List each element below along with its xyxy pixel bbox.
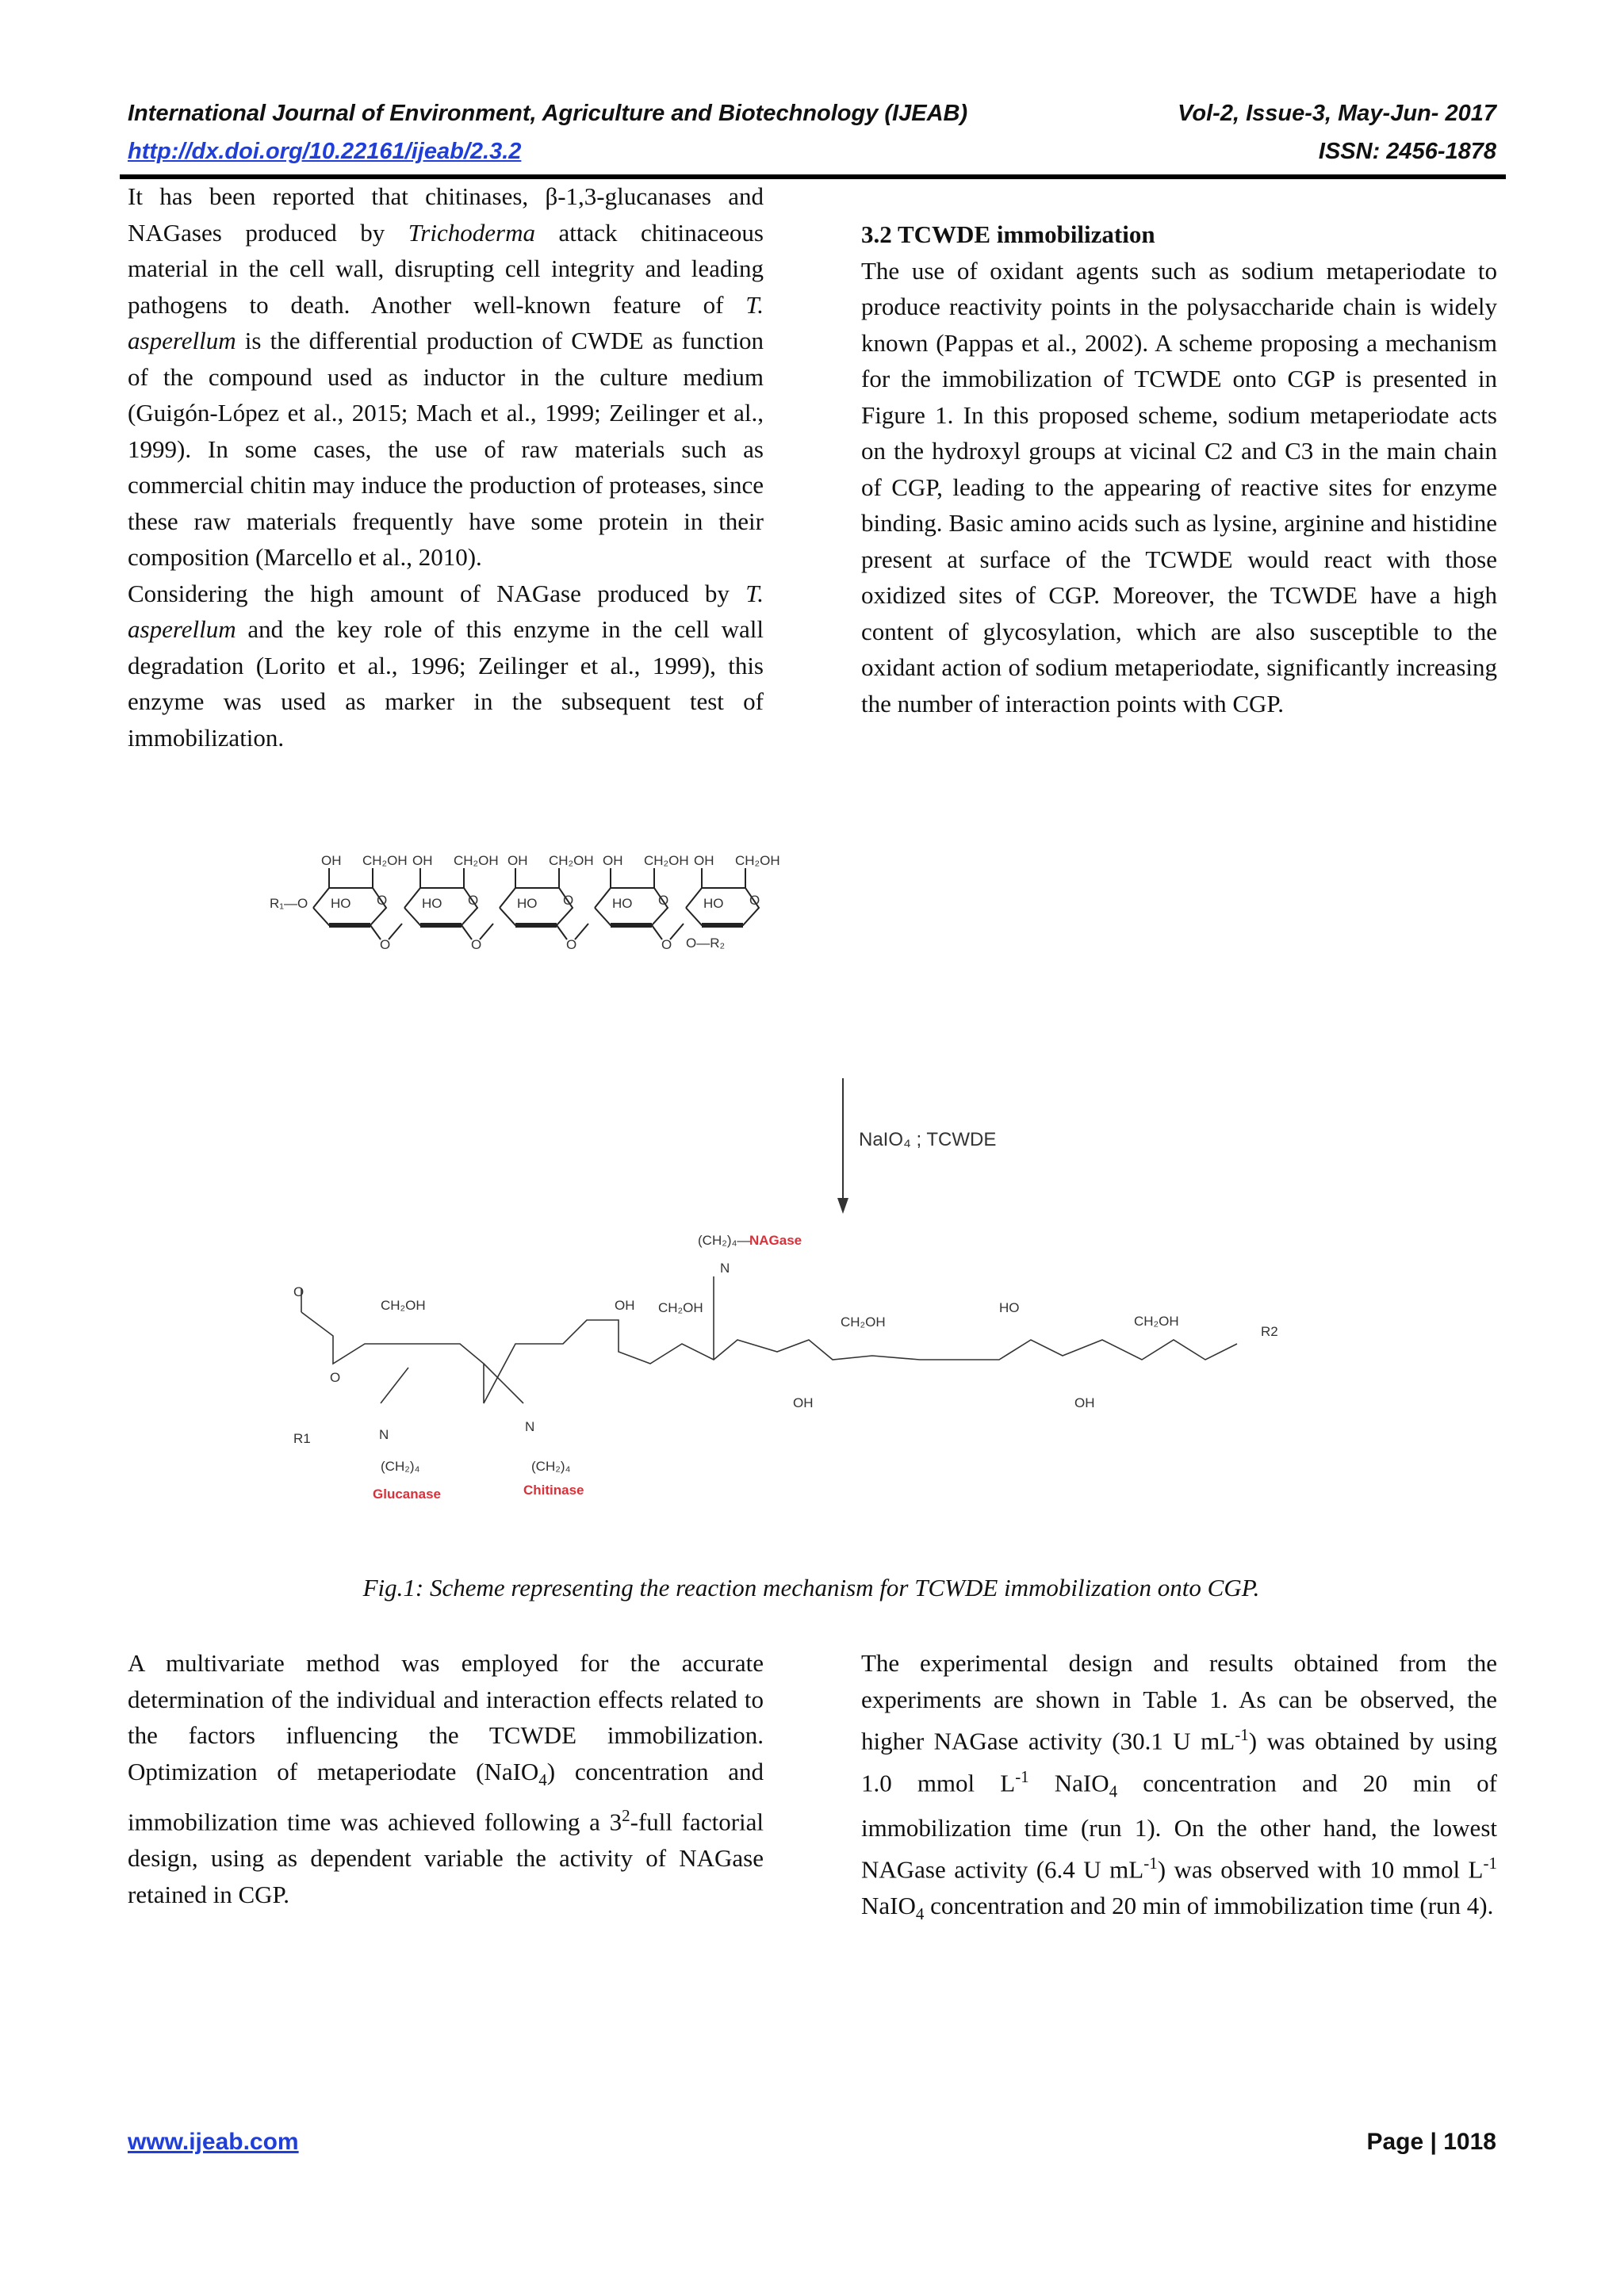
oh-label: OH: [603, 853, 623, 868]
ring-oxygen-label: O: [377, 893, 388, 908]
glycosidic-oxygen-label: O: [380, 937, 391, 952]
glycosidic-oxygen-label: O: [566, 937, 577, 952]
ho-label: HO: [422, 896, 442, 911]
imine-nitrogen-label: N: [379, 1427, 389, 1442]
oh-label: OH: [321, 853, 342, 868]
methylene-linker-label: (CH₂)₄: [531, 1459, 571, 1474]
left-column-bottom: [128, 1645, 764, 1912]
ho-label: HO: [517, 896, 538, 911]
r1-group-label: R1: [293, 1431, 311, 1446]
imine-nitrogen-label: N: [525, 1419, 535, 1434]
ch2oh-label: CH₂OH: [1134, 1314, 1179, 1329]
ch2oh-label: CH₂OH: [644, 853, 689, 868]
page-number: Page | 1018: [1366, 2129, 1496, 2155]
ho-label: HO: [703, 896, 724, 911]
imine-bond: [484, 1364, 523, 1403]
oh-label: OH: [793, 1395, 814, 1410]
chain-labels: [270, 853, 780, 952]
oh-label: OH: [508, 853, 528, 868]
oh-label: OH: [412, 853, 433, 868]
glycosidic-bond: [389, 924, 402, 939]
left-column-top: [128, 178, 764, 756]
oxidized-chain: [301, 1276, 1237, 1403]
volume-info: Vol-2, Issue-3, May-Jun- 2017: [1178, 101, 1496, 126]
doi-link[interactable]: http://dx.doi.org/10.22161/ijeab/2.3.2: [128, 139, 522, 164]
ch2oh-label: CH₂OH: [841, 1314, 886, 1330]
issn: ISSN: 2456-1878: [1318, 139, 1496, 164]
methylene-linker-label: (CH₂)₄—: [698, 1233, 751, 1248]
reaction-scheme-svg: [270, 844, 1364, 1566]
r2-group-label: O—R₂: [686, 936, 726, 951]
oh-label: OH: [694, 853, 714, 868]
ring-oxygen-label: O: [563, 893, 574, 908]
figure-caption: Fig.1: Scheme representing the reaction mechanism for TCWDE immobilization onto CGP.: [362, 1574, 1260, 1601]
reaction-scheme-figure: [270, 844, 1364, 1566]
chain-oxygen-label: O: [330, 1370, 341, 1385]
oh-label: OH: [615, 1298, 635, 1313]
journal-title: International Journal of Environment, Agriculture and Biotechnology (IJEAB): [128, 101, 968, 126]
r1-group-label: R₁—O: [270, 896, 308, 911]
glycosidic-bond: [575, 924, 588, 939]
aldehyde-oxygen-label: O: [293, 1284, 304, 1299]
ch2oh-label: CH₂OH: [658, 1300, 703, 1315]
glycosidic-bond: [670, 924, 684, 939]
chitinase-label: Chitinase: [523, 1483, 584, 1498]
r2-group-label: R2: [1261, 1324, 1278, 1339]
enzyme-labels: [373, 1233, 802, 1502]
nagase-label: NAGase: [749, 1233, 802, 1248]
reaction-arrow: [837, 1078, 996, 1214]
glucanase-label: Glucanase: [373, 1487, 441, 1502]
glycosidic-oxygen-label: O: [471, 937, 482, 952]
ring-oxygen-label: O: [658, 893, 669, 908]
ch2oh-label: CH₂OH: [549, 853, 594, 868]
paragraph: The use of oxidant agents such as sodium metaperiodate to produce reactivity points in the polysaccharide chain is widely known (Pappas et al., 2002). A scheme proposing a mechanism for the immobilization of TCWDE onto CGP is presented in Figure 1. In this proposed scheme, sodium metaperiodate acts on the hydroxyl groups at vicinal C2 and C3 in the main chain of CGP, leading to the appearing of reactive sites for enzyme binding. Basic amino acids such as lysine, arginine and histidine present at surface of the TCWDE would react with those oxidized sites of CGP. Moreover, the TCWDE have a high content of glycosylation, which are also susceptible to the oxidant action of sodium metaperiodate, significantly increasing the number of interaction points with CGP.: [861, 256, 1497, 718]
ch2oh-label: CH₂OH: [454, 853, 499, 868]
reaction-conditions: NaIO₄ ; TCWDE: [859, 1129, 997, 1150]
ch2oh-label: CH₂OH: [362, 853, 408, 868]
section-heading: 3.2 TCWDE immobilization: [861, 220, 1155, 248]
ho-label: HO: [999, 1300, 1020, 1315]
right-column-bottom: [861, 1645, 1497, 1933]
oh-label: OH: [1074, 1395, 1095, 1410]
oxidized-backbone: [301, 1312, 1237, 1403]
imine-bond: [381, 1368, 408, 1403]
methylene-linker-label: (CH₂)₄: [381, 1459, 420, 1474]
ch2oh-label: CH₂OH: [381, 1298, 426, 1313]
website-link[interactable]: www.ijeab.com: [128, 2129, 299, 2155]
ch2oh-label: CH₂OH: [735, 853, 780, 868]
ho-label: HO: [331, 896, 351, 911]
paragraph: A multivariate method was employed for the accurate determination of the individual and interaction effects related to the factors influencing the TCWDE immobilization. Optimization of metaperiodate (NaIO$_4$) concentration and immobilization time was achieved following a $3^2$-full factorial design, using as dependent variable the activity of NAGase retained in CGP.: [128, 1649, 764, 1908]
glycosidic-bond: [480, 924, 493, 939]
oxidized-chain-labels: [293, 1233, 1278, 1502]
imine-nitrogen-label: N: [720, 1261, 730, 1276]
ring-oxygen-label: O: [468, 893, 479, 908]
ring-oxygen-label: O: [749, 893, 760, 908]
paragraph: The experimental design and results obtained from the experiments are shown in Table 1. As can be observed, the higher NAGase activity (30.1 U $mL^{-1}$) was obtained by using 1.0 mmol $L^{-1}$ NaIO$_4$ concentration and 20 min of immobilization time (run 1). On the other hand, the lowest NAGase activity (6.4 U $mL^{-1}$) was observed with 10 mmol $L^{-1}$ NaIO$_4$ concentration and 20 min of immobilization time (run 4).: [861, 1649, 1498, 1924]
glycosidic-oxygen-label: O: [661, 937, 672, 952]
right-column-top: [861, 216, 1497, 721]
ho-label: HO: [612, 896, 633, 911]
paragraph: Considering the high amount of NAGase produced by T. asperellum and the key role of this enzyme in the cell wall degradation (Lorito et al., 1996; Zeilinger et al., 1999), this enzyme was used as marker in the subsequent test of immobilization.: [128, 579, 764, 752]
paragraph: It has been reported that chitinases, β-1,3-glucanases and NAGases produced by Trichoderma attack chitinaceous material in the cell wall, disrupting cell integrity and leading pathogens to death. Another well-known feature of T. asperellum is the differential production of CWDE as function of the compound used as inductor in the culture medium (Guigón-López et al., 2015; Mach et al., 1999; Zeilinger et al., 1999). In some cases, the use of raw materials such as commercial chitin may induce the production of proteases, since these raw materials frequently have some protein in their composition (Marcello et al., 2010).: [128, 182, 764, 571]
